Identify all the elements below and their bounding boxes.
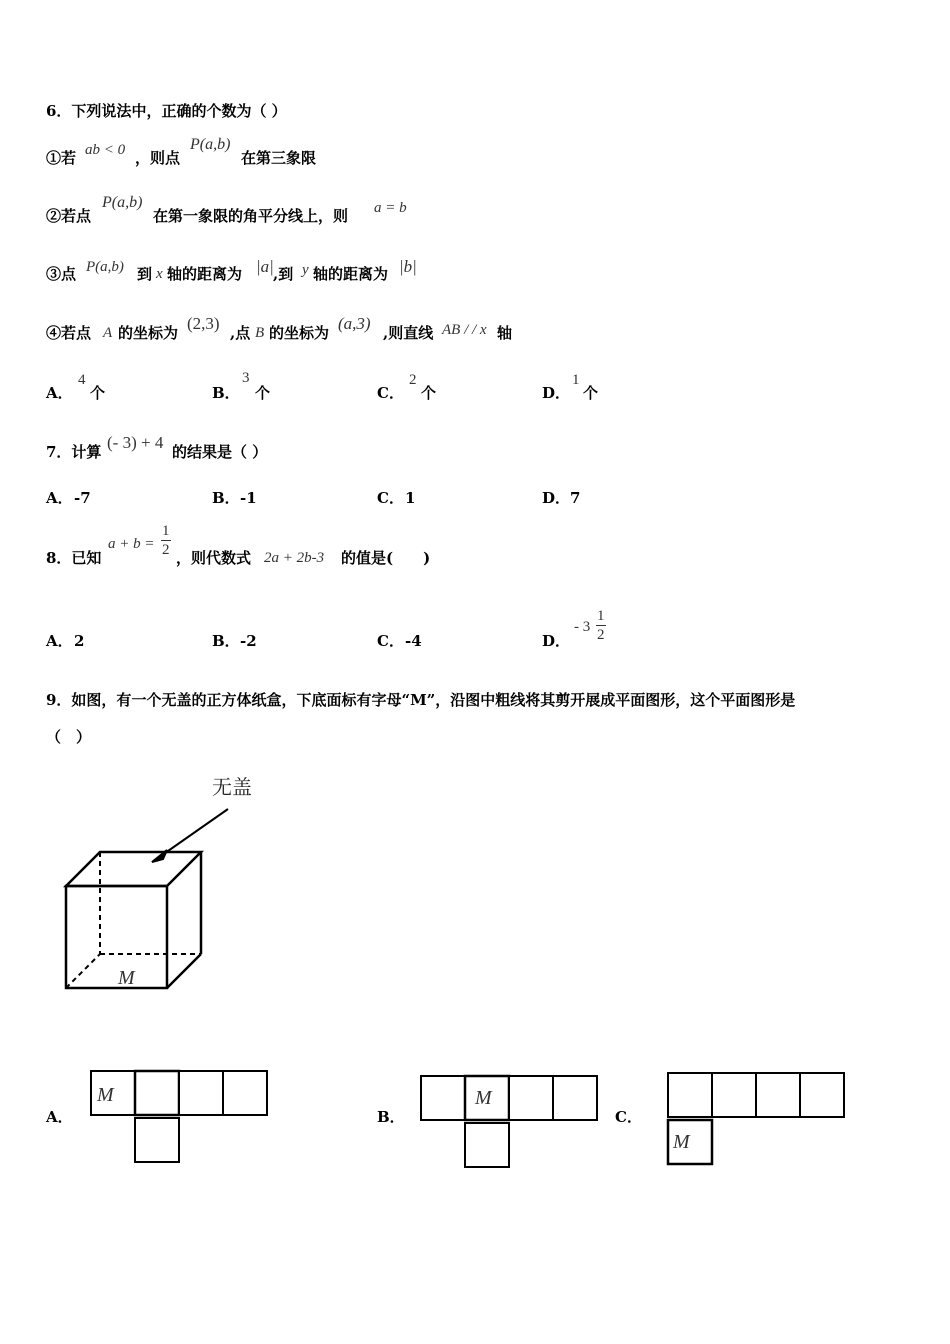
figure-label: 无盖 — [212, 775, 252, 799]
option-label: C． — [377, 384, 404, 402]
net-cell — [135, 1118, 179, 1162]
text: ,点 — [230, 324, 251, 342]
q6-stem: 6．下列说法中，正确的个数为（ ） — [46, 102, 287, 120]
net-cell — [756, 1073, 800, 1117]
edge-right-bottom — [167, 954, 201, 988]
text: 的结果是（ ） — [172, 443, 268, 461]
math-point: P(a,b) — [102, 194, 143, 211]
math-eq: a = b — [374, 200, 407, 216]
math-point: P(a,b) — [86, 259, 124, 275]
q9-stem: 9．如图，有一个无盖的正方体纸盒，下底面标有字母“M”，沿图中粗线将其剪开展成平面图形，这个平面图形是 — [46, 691, 796, 709]
frac-den: 2 — [597, 627, 605, 643]
text: ，则代数式 — [176, 549, 252, 567]
math-expr: (- 3) + 4 — [107, 433, 164, 452]
option-label: D． — [542, 489, 571, 507]
math-var: A — [103, 325, 113, 341]
top-face — [66, 852, 201, 886]
net-a[interactable] — [91, 1071, 267, 1162]
option-value: -7 — [74, 489, 91, 507]
mixed-whole: - 3 — [574, 619, 591, 635]
text: ,到 — [273, 265, 294, 283]
option-c[interactable]: C． — [615, 1108, 642, 1126]
net-cell — [179, 1071, 223, 1115]
math-var: x — [156, 266, 163, 282]
net-cell — [421, 1076, 465, 1120]
option-label: C． — [377, 489, 404, 507]
bottom-face-letter: M — [118, 967, 135, 989]
frac-num: 1 — [162, 523, 170, 539]
option-label: A． — [46, 384, 73, 402]
option-value: 2 — [409, 372, 417, 388]
text: ，则点 — [135, 149, 181, 167]
net-letter: M — [475, 1087, 492, 1109]
text: 到 — [137, 265, 153, 283]
option-unit: 个 — [421, 384, 437, 402]
option-label: D． — [542, 632, 571, 650]
option-label: B． — [212, 632, 240, 650]
net-b[interactable] — [421, 1076, 597, 1167]
option-value: -2 — [240, 632, 257, 650]
q9-stem-paren: （ ） — [46, 728, 92, 746]
text: 的值是( ) — [341, 549, 431, 567]
text: 轴 — [497, 324, 513, 342]
text: ④若点 — [46, 324, 92, 342]
text: ③点 — [46, 265, 77, 283]
math-expr: 2a + 2b-3 — [264, 550, 325, 566]
hidden-edge-diag — [66, 954, 100, 988]
text: 的坐标为 — [269, 324, 330, 342]
option-unit: 个 — [90, 384, 106, 402]
option-value: 7 — [570, 489, 581, 507]
math-abs: |b| — [399, 257, 417, 276]
option-b[interactable]: B． — [377, 1108, 405, 1126]
net-cell — [509, 1076, 553, 1120]
math-coord: (a,3) — [338, 314, 371, 333]
option-value: 4 — [78, 372, 86, 388]
option-value: 2 — [74, 632, 85, 650]
text: ②若点 — [46, 207, 92, 225]
net-cell — [223, 1071, 267, 1115]
arrow-line — [158, 809, 228, 858]
option-value: 3 — [242, 370, 250, 386]
math-line: AB / / x — [442, 322, 487, 338]
text: 在第一象限的角平分线上，则 — [153, 207, 349, 225]
math-point: P(a,b) — [190, 136, 231, 153]
math-var: B — [255, 325, 265, 341]
option-label: B． — [212, 489, 240, 507]
text: 在第三象限 — [241, 149, 317, 167]
math-lhs: a + b = — [108, 536, 155, 552]
option-label: D． — [542, 384, 571, 402]
net-cell — [135, 1071, 179, 1115]
option-value: 1 — [572, 372, 580, 388]
option-label: C． — [377, 632, 404, 650]
text: 的坐标为 — [118, 324, 179, 342]
option-a[interactable]: A． — [46, 1108, 73, 1126]
option-value: 1 — [405, 489, 416, 507]
net-cell — [712, 1073, 756, 1117]
text: 7．计算 — [46, 443, 102, 461]
text: ,则直线 — [383, 324, 434, 342]
text: 轴的距离为 — [167, 265, 243, 283]
text: 轴的距离为 — [313, 265, 389, 283]
option-label: A． — [46, 632, 73, 650]
net-letter: M — [97, 1084, 114, 1106]
net-c[interactable] — [668, 1073, 844, 1164]
math-var: y — [302, 262, 309, 278]
net-letter: M — [673, 1131, 690, 1153]
option-unit: 个 — [255, 384, 271, 402]
text: 8．已知 — [46, 549, 102, 567]
net-cell — [465, 1123, 509, 1167]
frac-num: 1 — [597, 608, 605, 624]
option-value: -4 — [405, 632, 422, 650]
text: ①若 — [46, 149, 77, 167]
net-cell — [668, 1073, 712, 1117]
math-coord: (2,3) — [187, 314, 220, 333]
option-label: A． — [46, 489, 73, 507]
frac-den: 2 — [162, 542, 170, 558]
option-value: -1 — [240, 489, 257, 507]
option-unit: 个 — [583, 384, 599, 402]
option-label: B． — [212, 384, 240, 402]
net-cell — [800, 1073, 844, 1117]
math-cond: ab < 0 — [85, 142, 126, 158]
math-abs: |a| — [256, 257, 274, 276]
net-cell — [553, 1076, 597, 1120]
